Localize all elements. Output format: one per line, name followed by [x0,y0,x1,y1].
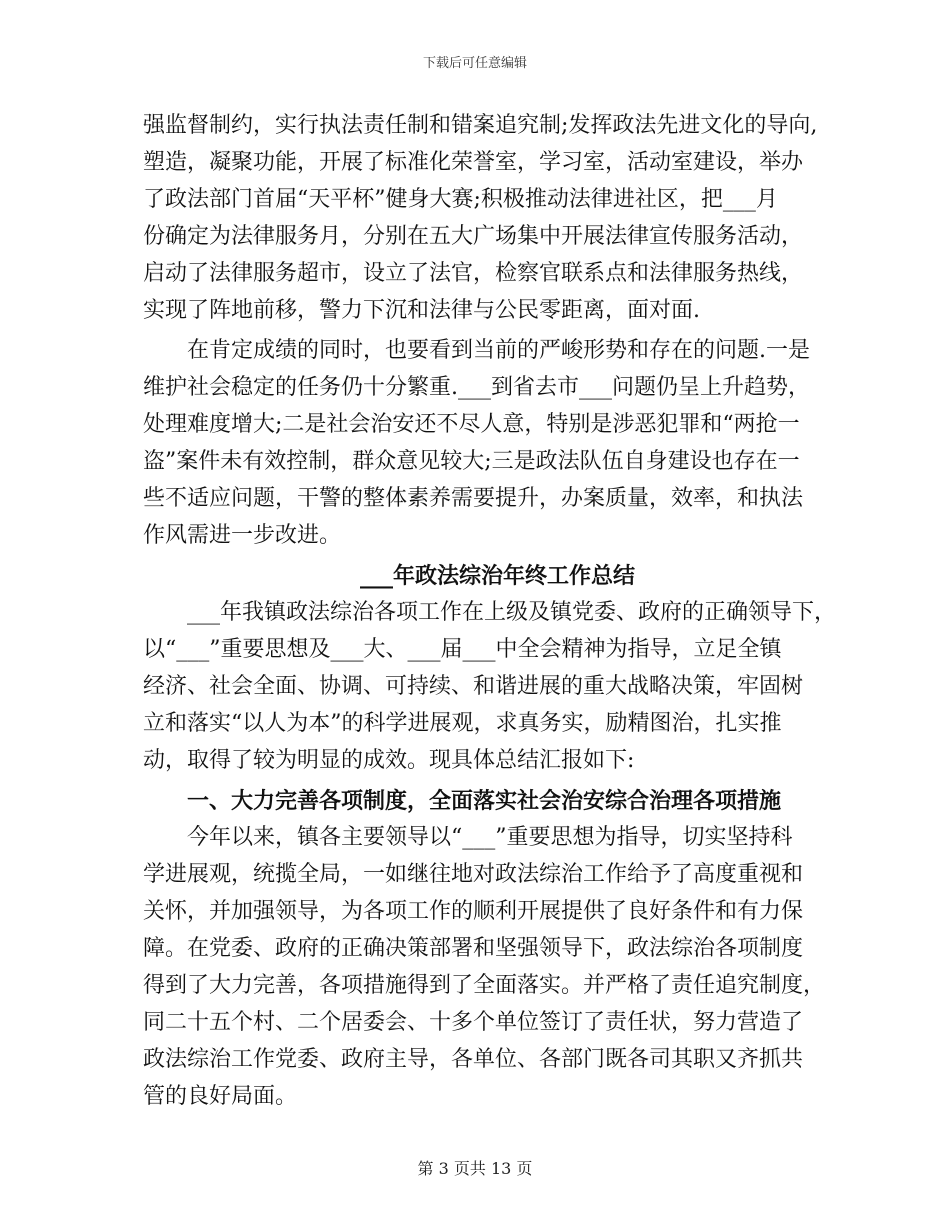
body-line: 处理难度增大;二是社会治安还不尽人意，特别是涉恶犯罪和“两抢一 [143,412,800,437]
body-line: 份确定为法律服务月，分别在五大广场集中开展法律宣传服务活动， [143,224,804,249]
body-line: 经济、社会全面、协调、可持续、和谐进展的重大战略决策，牢固树 [143,674,804,699]
body-line: 些不适应问题，干警的整体素养需要提升，办案质量，效率，和执法 [143,486,804,511]
body-line: 作风需进一步改进。 [143,523,342,548]
paragraph-line: 在肯定成绩的同时，也要看到当前的严峻形势和存在的问题.一是 [187,338,810,363]
body-line: 管的良好局面。 [143,1084,298,1109]
body-line: 维护社会稳定的任务仍十分繁重.___到省去市___问题仍呈上升趋势， [143,375,810,400]
body-line: 关怀，并加强领导，为各项工作的顺利开展提供了良好条件和有力保 [143,899,804,924]
body-line: 强监督制约，实行执法责任制和错案追究制;发挥政法先进文化的导向, [143,113,818,138]
paragraph-line: 今年以来，镇各主要领导以“___”重要思想为指导，切实坚持科 [187,825,793,850]
body-line: 盗”案件未有效控制，群众意见较大;三是政法队伍自身建设也存在一 [143,449,800,474]
page-footer: 第 3 页共 13 页 [417,1159,533,1178]
body-line: 了政法部门首届“天平杯”健身大赛;积极推动法律进社区，把___月 [143,187,778,212]
body-line: 障。在党委、政府的正确决策部署和坚强领导下，政法综治各项制度 [143,936,804,961]
section-title: ___年政法综治年终工作总结 [360,563,636,589]
body-line: 动，取得了较为明显的成效。现具体总结汇报如下: [143,748,635,773]
body-line: 启动了法律服务超市，设立了法官，检察官联系点和法律服务热线， [143,261,804,286]
body-line: 政法综治工作党委、政府主导，各单位、各部门既各司其职又齐抓共 [143,1047,804,1072]
subheading: 一、大力完善各项制度，全面落实社会治安综合治理各项措施 [187,788,782,814]
body-line: 实现了阵地前移，警力下沉和法律与公民零距离，面对面. [143,298,700,323]
paragraph-line: ___年我镇政法综治各项工作在上级及镇党委、政府的正确领导下， [187,600,837,625]
body-line: 同二十五个村、二个居委会、十多个单位签订了责任状，努力营造了 [143,1010,804,1035]
page-header: 下载后可任意编辑 [422,56,527,71]
body-line: 塑造，凝聚功能，开展了标准化荣誉室，学习室，活动室建设，举办 [143,150,804,175]
body-line: 立和落实“以人为本”的科学进展观，求真务实，励精图治，扎实推 [143,711,782,736]
body-line: 得到了大力完善，各项措施得到了全面落实。并严格了责任追究制度， [143,973,826,998]
body-line: 以“___”重要思想及___大、___届___中全会精神为指导，立足全镇 [143,637,782,662]
body-line: 学进展观，统揽全局，一如继往地对政法综治工作给予了高度重视和 [143,862,804,887]
